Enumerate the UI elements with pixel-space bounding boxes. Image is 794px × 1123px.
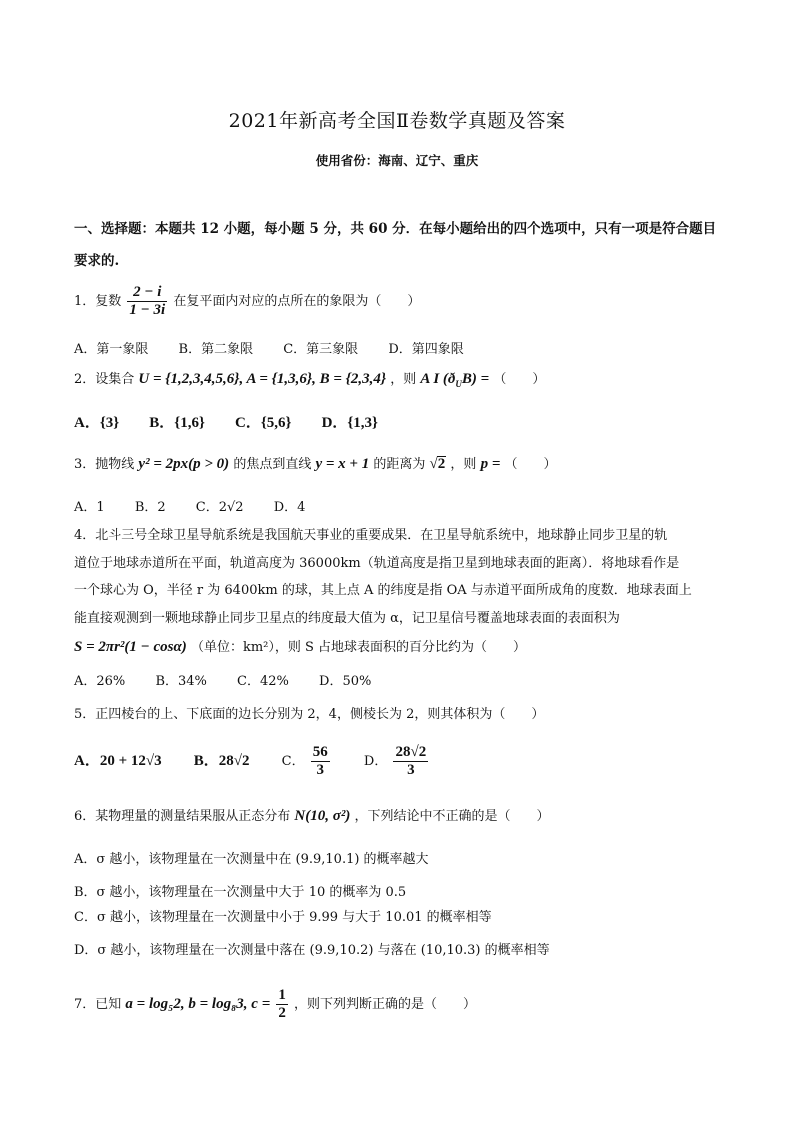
q6-prefix: 6．某物理量的测量结果服从正态分布: [74, 809, 291, 824]
question-7: [74, 987, 476, 1022]
q4-line-4: 能直接观测到一颗地球静止同步卫星点的纬度最大值为 α，记卫星信号覆盖地球表面的表面积为: [74, 610, 620, 626]
section-heading-line1: 一、选择题：本题共 12 小题，每小题 5 分，共 60 分．在每小题给出的四个选项中，只有一项是符合题目: [74, 221, 717, 237]
question-6: [74, 805, 549, 825]
q1-option-b: B．第二象限: [178, 342, 254, 357]
q4-unit: （单位：km²），则 S 占地球表面积的百分比约为（ ）: [190, 640, 527, 655]
q3-line: y = x + 1: [315, 456, 370, 472]
q1-options: [74, 338, 490, 357]
q3-prefix: 3．抛物线: [74, 457, 135, 472]
q2-option-a: A．{3}: [74, 415, 120, 431]
q4-option-b: B．34%: [155, 674, 207, 689]
q2-option-b: B．{1,6}: [149, 415, 205, 431]
q1-option-c: C．第三象限: [283, 342, 359, 357]
q2-expression: A I $(ð_UB)$ =: [420, 371, 490, 389]
q2-suffix: （ ）: [493, 372, 546, 387]
q6-suffix: ，下列结论中不正确的是（ ）: [354, 809, 550, 824]
q3-option-d: D．4: [273, 500, 306, 515]
question-3: [74, 453, 557, 473]
q3-p: p =: [480, 456, 501, 472]
q1-prefix: 1．复数: [74, 294, 122, 309]
q4-line-1: 4．北斗三号全球卫星导航系统是我国航天事业的重要成果．在卫星导航系统中，地球静止同步卫星的轨: [74, 528, 668, 543]
q1-option-d: D．第四象限: [388, 342, 464, 357]
q5-options: [74, 744, 456, 779]
section-heading-line2: 要求的.: [74, 253, 120, 269]
q2-set-definitions: U = {1,2,3,4,5,6}, A = {1,3,6}, B = {2,3,4}: [138, 371, 387, 387]
q5-option-d: D． $\frac{28√2}{3}$: [363, 744, 427, 778]
q7-prefix: 7．已知: [74, 997, 122, 1012]
q1-fraction-numerator: 2 − i: [127, 284, 167, 302]
q2-option-d: D．{1,3}: [321, 415, 378, 431]
q7-fraction: [276, 987, 288, 1022]
question-2: [74, 368, 545, 389]
q1-suffix: 在复平面内对应的点所在的象限为（ ）: [173, 294, 421, 309]
q6-option-c: C．σ 越小，该物理量在一次测量中小于 9.99 与大于 10.01 的概率相等: [74, 910, 492, 925]
q3-option-b: B．2: [134, 500, 166, 515]
q4-options: [74, 670, 397, 689]
q6-option-d: D．σ 越小，该物理量在一次测量中落在 (9.9,10.2) 与落在 (10,10.3) 的概率相等: [74, 943, 550, 958]
q5-option-a: A．20 + 12√3: [74, 753, 162, 769]
q4-option-a: A．26%: [74, 674, 126, 689]
q4-option-d: D．50%: [319, 674, 372, 689]
q7-fraction-denominator: 2: [278, 1005, 286, 1021]
q5-option-c: C． $\frac{56}{3}$: [281, 744, 328, 778]
q3-mid3: ，则: [450, 457, 477, 472]
q1-option-a: A．第一象限: [74, 342, 149, 357]
q1-fraction: [127, 284, 167, 319]
q4-formula-line: [74, 636, 526, 656]
q2-option-c: C．{5,6}: [235, 415, 292, 431]
q7-suffix: ，则下列判断正确的是（ ）: [294, 997, 477, 1012]
q6-distribution: N(10, σ²): [294, 808, 351, 824]
q3-sqrt: √2: [429, 456, 446, 472]
q3-mid1: 的焦点到直线: [233, 457, 312, 472]
q1-fraction-denominator: 1 − 3i: [129, 302, 166, 318]
question-1: [74, 284, 420, 319]
question-4: [74, 522, 720, 632]
q3-suffix: （ ）: [504, 457, 557, 472]
q4-option-c: C．42%: [237, 674, 289, 689]
q3-options: [74, 496, 331, 515]
q5-option-b: B．28√2: [193, 753, 250, 769]
q2-options: [74, 411, 404, 432]
q3-parabola: y² = 2px(p > 0): [138, 456, 230, 472]
q6-option-a: A．σ 越小，该物理量在一次测量中在 (9.9,10.1) 的概率越大: [74, 852, 429, 867]
page-title: 2021年新高考全国Ⅱ卷数学真题及答案: [228, 110, 566, 132]
q3-option-a: A．1: [74, 500, 105, 515]
q7-definitions: a = log₅2, b = log₈3, c =: [125, 996, 271, 1012]
q3-mid2: 的距离为: [373, 457, 426, 472]
q4-line-2: 道位于地球赤道所在平面，轨道高度为 36000km（轨道高度是指卫星到地球表面的距离）．将地球看作是: [74, 555, 680, 571]
q3-option-c: C．2√2: [195, 500, 244, 515]
q6-option-b: B．σ 越小，该物理量在一次测量中大于 10 的概率为 0.5: [74, 885, 407, 900]
q2-prefix: 2．设集合: [74, 372, 135, 387]
q4-line-3: 一个球心为 O，半径 r 为 6400km 的球，其上点 A 的纬度是指 OA 与赤道平面所成角的度数．地球表面上: [74, 583, 692, 598]
q7-fraction-numerator: 1: [278, 987, 286, 1003]
page-subtitle: 使用省份：海南、辽宁、重庆: [315, 153, 479, 168]
q2-mid: ，则: [390, 372, 417, 387]
q4-formula: S = 2πr²(1 − cosα): [74, 639, 187, 655]
question-5: 5．正四棱台的上、下底面的边长分别为 2，4，侧棱长为 2，则其体积为（ ）: [74, 707, 545, 722]
